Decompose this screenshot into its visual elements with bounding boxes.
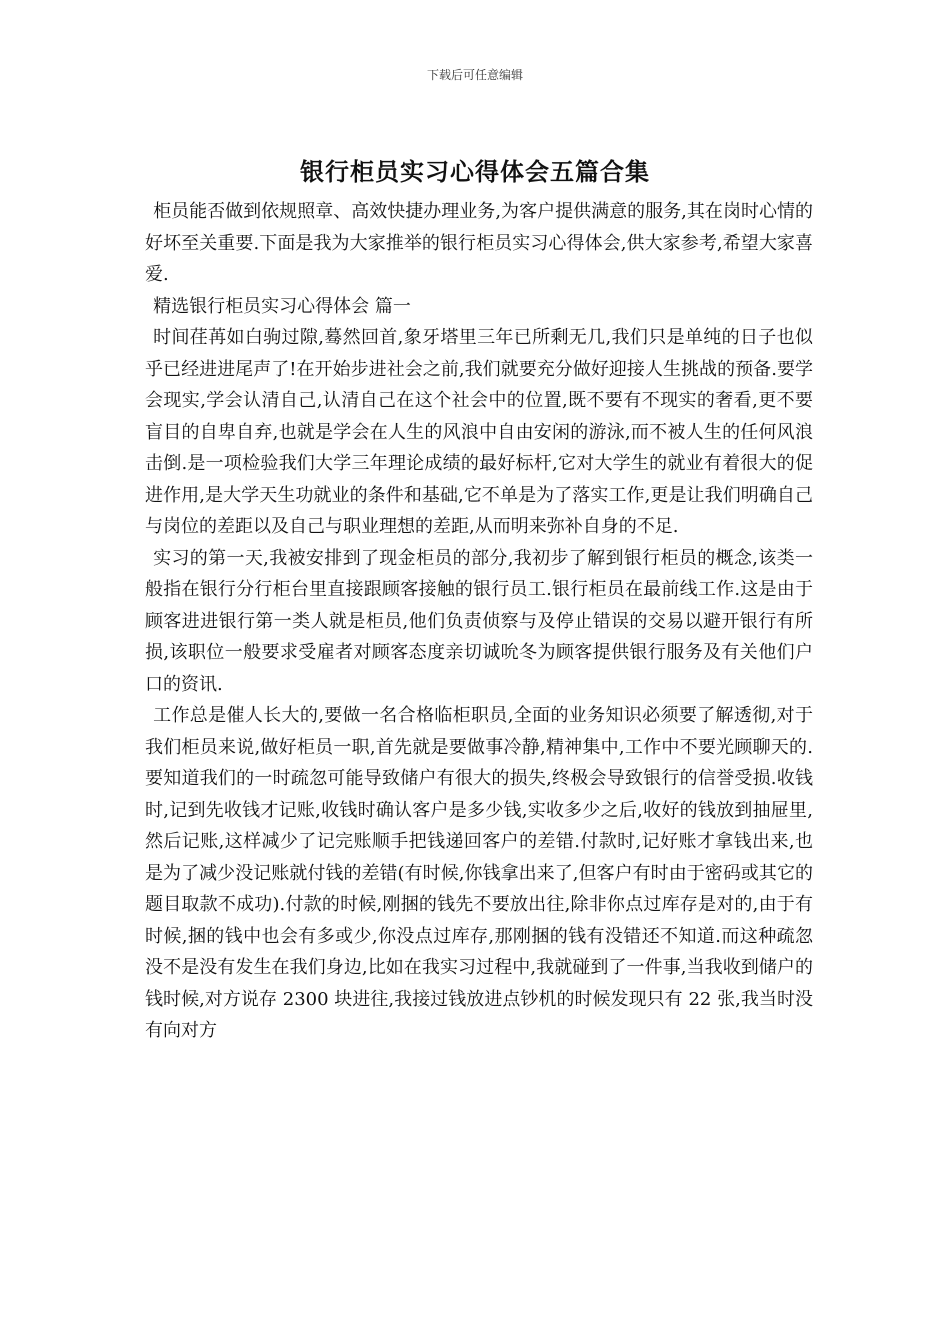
header-note: 下载后可任意编辑 [426,68,523,82]
body-paragraph: 时间荏苒如白驹过隙,蓦然回首,象牙塔里三年已所剩无几,我们只是单纯的日子也似乎已经进进尾声了!在开始步进社会之前,我们就要充分做好迎接人生挑战的预备.要学会现实,学会认清自己,认清自己在这个社会中的位置,既不要有不现实的奢看,更不要盲目的自卑自弃,也就是学会在人生的风浪中自由安闲的游泳,而不被人生的任何风浪击倒.是一项检验我们大学三年理论成绩的最好标杆,它对大学生的就业有着很大的促进作用,是大学天生功就业的条件和基础,它不单是为了落实工作,更是让我们明确自己与岗位的差距以及自己与职业理想的差距,从而明来弥补自身的不足. [145,327,813,537]
document-body [145,196,813,1047]
document-title: 银行柜员实习心得体会五篇合集 [300,157,650,186]
body-paragraph: 实习的第一天,我被安排到了现金柜员的部分,我初步了解到银行柜员的概念,该类一般指在银行分行柜台里直接跟顾客接触的银行员工.银行柜员在最前线工作.这是由于顾客进进银行第一类人就是柜员,他们负责侦察与及停止错误的交易以避开银行有所损,该职位一般要求受雇者对顾客态度亲切诚吮冬为顾客提供银行服务及有关他们户口的资讯. [145,547,813,695]
intro-paragraph: 柜员能否做到依规照章、高效快捷办理业务,为客户提供满意的服务,其在岗时心情的好坏至关重要.下面是我为大家推举的银行柜员实习心得体会,供大家参考,希望大家喜爱. [145,201,813,285]
section-heading: 精选银行柜员实习心得体会 篇一 [153,295,411,317]
body-paragraph: 工作总是催人长大的,要做一名合格临柜职员,全面的业务知识必须要了解透彻,对于我们柜员来说,做好柜员一职,首先就是要做事冷静,精神集中,工作中不要光顾聊天的.要知道我们的一时疏忽可能导致储户有很大的损失,终极会导致银行的信誉受损.收钱时,记到先收钱才记账,收钱时确认客户是多少钱,实收多少之后,收好的钱放到抽屉里,然后记账,这样减少了记完账顺手把钱递回客户的差错.付款时,记好账才拿钱出来,也是为了减少没记账就付钱的差错(有时候,你钱拿出来了,但客户有时由于密码或其它的题目取款不成功).付款的时候,刚捆的钱先不要放出往,除非你点过库存是对的,由于有时候,捆的钱中也会有多或少,你没点过库存,那刚捆的钱有没错还不知道.而这种疏忽没不是没有发生在我们身边,比如在我实习过程中,我就碰到了一件事,当我收到储户的钱时候,对方说存 2300 块进往,我接过钱放进点钞机的时候发现只有 22 张,我当时没有向对方 [145,705,813,1041]
